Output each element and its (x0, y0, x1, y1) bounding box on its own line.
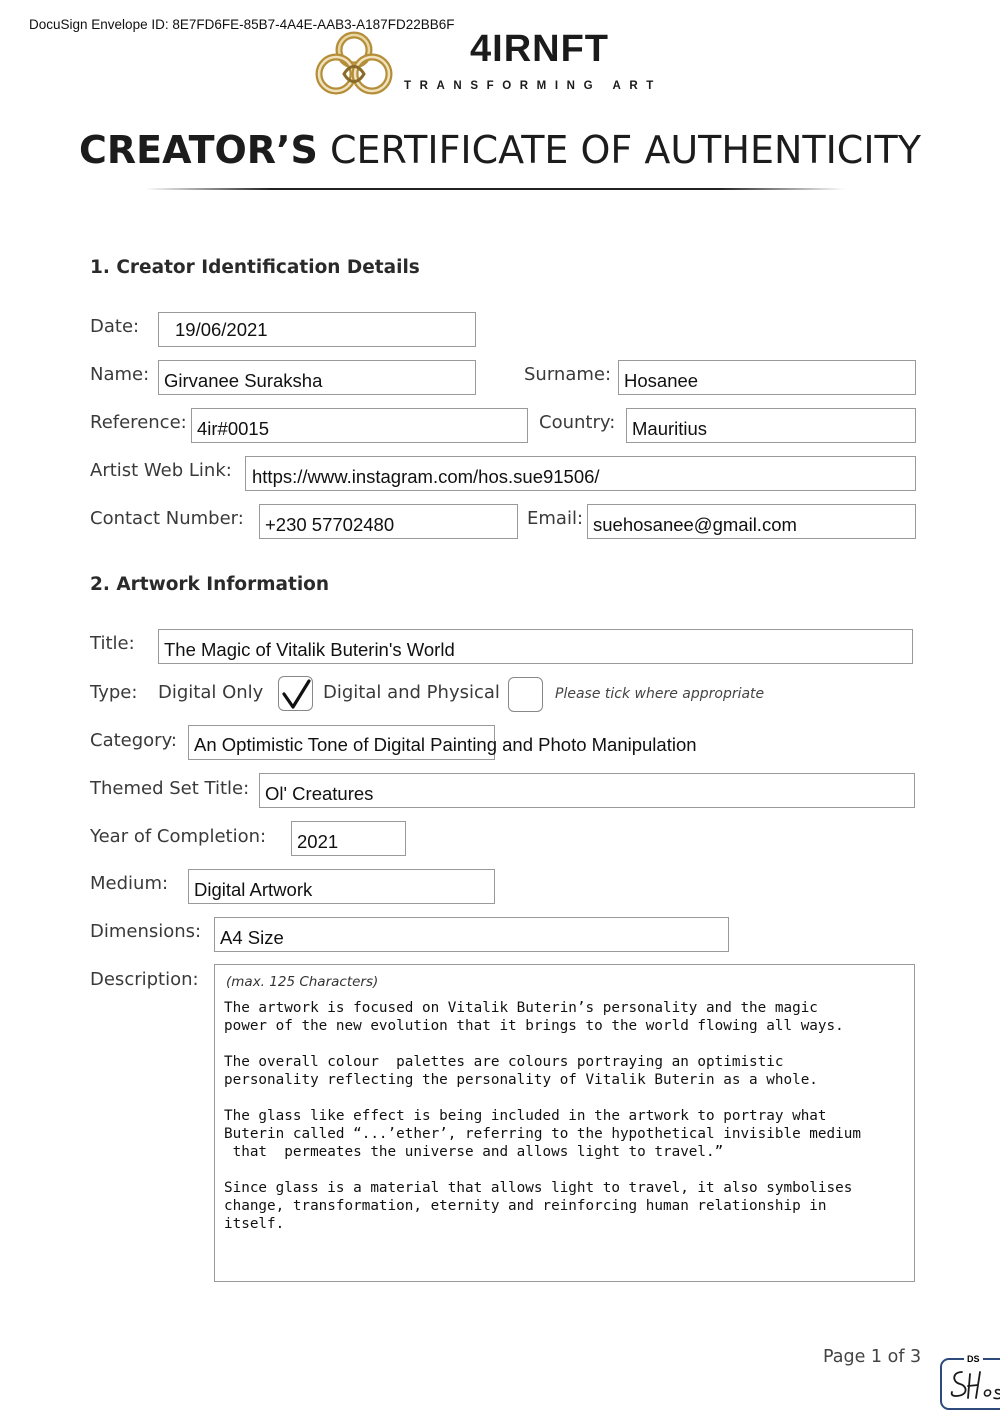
description-label: Description: (90, 969, 199, 990)
date-field[interactable] (158, 312, 476, 347)
name-field[interactable] (158, 360, 476, 395)
email-value: suehosanee@gmail.com (593, 514, 797, 535)
themed-set-label: Themed Set Title: (90, 778, 250, 799)
year-field[interactable] (291, 821, 406, 856)
description-field[interactable] (214, 964, 915, 1282)
surname-label: Surname: (524, 364, 612, 385)
surname-value: Hosanee (624, 370, 699, 391)
surname-field[interactable] (618, 360, 916, 395)
artwork-title-value: The Magic of Vitalik Buterin's World (164, 639, 455, 660)
category-value: An Optimistic Tone of Digital Painting and Photo Manipulation (194, 734, 697, 755)
type-digital-only-label: Digital Only (158, 682, 264, 703)
country-label: Country: (539, 412, 616, 433)
year-label: Year of Completion: (90, 826, 267, 847)
description-max-note: (max. 125 Characters) (226, 974, 379, 990)
ds-label: DS (964, 1354, 983, 1364)
date-label: Date: (90, 316, 140, 337)
title-divider (145, 188, 845, 190)
description-text: The artwork is focused on Vitalik Buterin’s personality and the magic power of the new evolution that it brings to the world flowing all ways. The overall colour palettes are colours portraying an optimistic personality reflecting the personality of Vitalik Buterin as a whole. The glass like effect is being included in the artwork to portray what Buterin called “...’ether’, referring to the hypothetical invisible medium that permeates the universe and allows light to travel.” Since glass is a material that allows light to travel, it also symbolises change, transformation, eternity and reinforcing human relationship in itself. (224, 1000, 861, 1232)
section-artwork-heading: 2. Artwork Information (90, 574, 330, 595)
date-value: 19/06/2021 (175, 319, 268, 340)
brand-tagline: TRANSFORMING ART (404, 80, 662, 92)
type-label: Type: (90, 682, 138, 703)
artwork-title-field[interactable] (158, 629, 913, 664)
type-digital-physical-label: Digital and Physical (323, 682, 500, 703)
dimensions-value: A4 Size (220, 927, 284, 948)
medium-value: Digital Artwork (194, 879, 313, 900)
themed-set-value: Ol' Creatures (265, 783, 374, 804)
category-label: Category: (90, 730, 177, 751)
brand-logo-icon (312, 30, 396, 102)
certificate-title (0, 128, 1000, 172)
country-field[interactable] (626, 408, 916, 443)
initials-signature (948, 1366, 1000, 1402)
weblink-field[interactable] (245, 456, 916, 491)
email-label: Email: (527, 508, 584, 529)
contact-label: Contact Number: (90, 508, 244, 529)
title-label: Title: (90, 633, 135, 654)
themed-set-field[interactable] (259, 773, 915, 808)
year-value: 2021 (297, 831, 339, 852)
weblink-value: https://www.instagram.com/hos.sue91506/ (252, 466, 600, 487)
name-value: Girvanee Suraksha (164, 370, 323, 391)
title-rest: CERTIFICATE OF AUTHENTICITY (329, 128, 921, 172)
name-label: Name: (90, 364, 150, 385)
section-creator-heading: 1. Creator Identification Details (90, 257, 420, 278)
checkmark-icon (279, 677, 314, 712)
brand-name: 4IRNFT (470, 28, 609, 70)
reference-field[interactable] (191, 408, 528, 443)
reference-label: Reference: (90, 412, 187, 433)
contact-value: +230 57702480 (265, 514, 395, 535)
medium-label: Medium: (90, 873, 169, 894)
reference-value: 4ir#0015 (197, 418, 270, 439)
digital-physical-checkbox[interactable] (508, 677, 543, 712)
medium-field[interactable] (188, 869, 495, 904)
envelope-id: DocuSign Envelope ID: 8E7FD6FE-85B7-4A4E-AAB3-A187FD22BB6F (29, 17, 455, 32)
dimensions-label: Dimensions: (90, 921, 202, 942)
digital-only-checkbox[interactable] (278, 676, 313, 711)
weblink-label: Artist Web Link: (90, 460, 232, 481)
contact-field[interactable] (259, 504, 518, 539)
type-hint: Please tick where appropriate (555, 686, 765, 702)
dimensions-field[interactable] (214, 917, 729, 952)
page-number: Page 1 of 3 (823, 1347, 922, 1367)
title-bold: CREATOR’S (79, 128, 318, 172)
country-value: Mauritius (632, 418, 708, 439)
email-field[interactable] (587, 504, 916, 539)
